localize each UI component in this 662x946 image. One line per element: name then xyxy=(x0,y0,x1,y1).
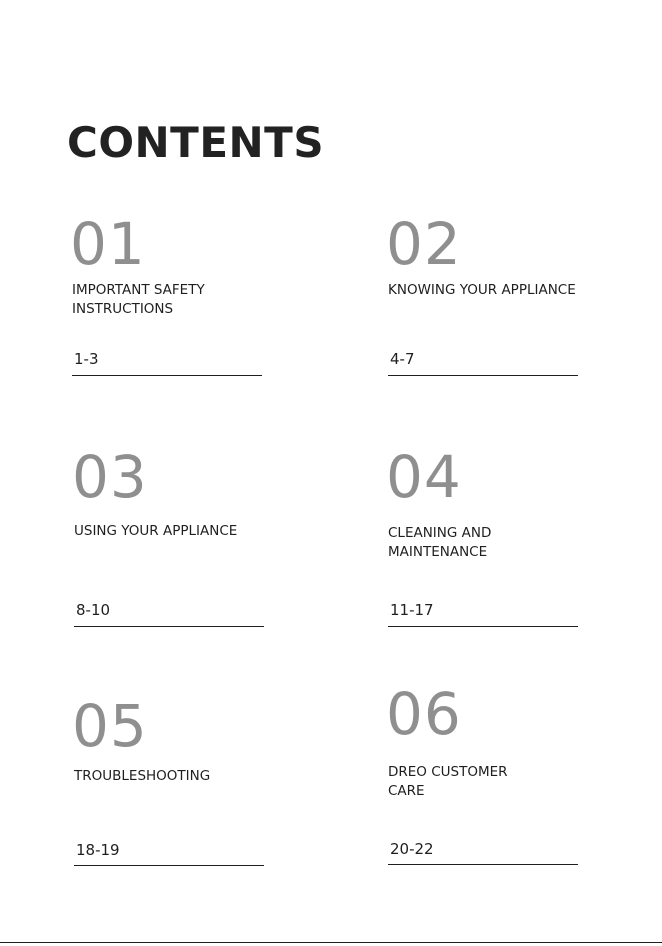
section-title xyxy=(388,281,576,300)
section-pages: 20-22 xyxy=(390,840,434,858)
section-title xyxy=(388,763,508,801)
section-number: 04 xyxy=(386,443,462,511)
section-title-line: USING YOUR APPLIANCE xyxy=(74,523,238,539)
section-title xyxy=(72,281,205,319)
section-divider xyxy=(74,865,264,866)
section-title-line: DREO CUSTOMER xyxy=(388,764,508,780)
section-number: 05 xyxy=(72,692,148,760)
section-pages: 18-19 xyxy=(76,841,120,859)
section-title-line: MAINTENANCE xyxy=(388,544,488,560)
section-pages: 11-17 xyxy=(390,601,434,619)
section-pages: 8-10 xyxy=(76,601,111,619)
section-title-line: CLEANING AND xyxy=(388,525,492,541)
section-number: 01 xyxy=(70,210,146,278)
section-title xyxy=(74,522,237,541)
section-title xyxy=(74,767,210,786)
section-title-line: KNOWING YOUR APPLIANCE xyxy=(388,282,576,298)
section-number: 06 xyxy=(386,680,462,748)
section-divider xyxy=(388,375,578,376)
section-divider xyxy=(74,626,264,627)
section-title xyxy=(388,524,491,562)
section-divider xyxy=(388,626,578,627)
section-pages: 4-7 xyxy=(390,350,415,368)
page-bottom-rule xyxy=(0,942,662,943)
section-title-line: CARE xyxy=(388,783,425,799)
section-pages: 1-3 xyxy=(74,350,99,368)
page-title: CONTENTS xyxy=(67,118,325,167)
section-number: 02 xyxy=(386,210,462,278)
section-title-line: IMPORTANT SAFETY xyxy=(72,282,205,298)
section-number: 03 xyxy=(72,443,148,511)
section-title-line: TROUBLESHOOTING xyxy=(74,768,211,784)
section-title-line: INSTRUCTIONS xyxy=(72,301,174,317)
section-divider xyxy=(72,375,262,376)
section-divider xyxy=(388,864,578,865)
